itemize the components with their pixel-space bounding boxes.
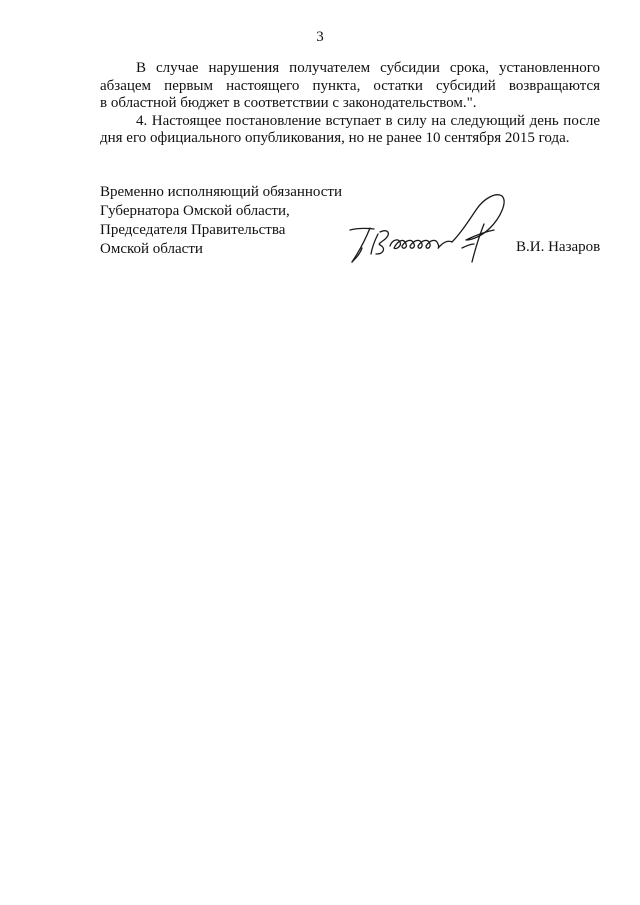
signatory-line: Председателя Правительства (100, 222, 286, 238)
signer-name: В.И. Назаров (516, 239, 601, 255)
paragraph-effective-date (100, 113, 600, 148)
paragraph-line: дня его официального опубликования, но не ранее 10 сентября 2015 года. (100, 130, 570, 146)
signatory-line: Омской области (100, 241, 203, 257)
paragraph-subsidy-return (100, 60, 600, 113)
signatory-line: Губернатора Омской области, (100, 203, 290, 219)
paragraph-line: В случае нарушения получателем субсидии срока, установленного (136, 60, 600, 76)
page-number: 3 (316, 29, 324, 45)
signatory-line: Временно исполняющий обязанности (100, 184, 343, 200)
handwritten-signature (344, 188, 520, 270)
signatory-title (100, 183, 360, 259)
body-text (100, 60, 600, 148)
paragraph-line: 4. Настоящее постановление вступает в силу на следующий день после (136, 112, 600, 129)
paragraph-line: абзацем первым настоящего пункта, остатки субсидий возвращаются (100, 77, 600, 94)
paragraph-line: в областной бюджет в соответствии с законодательством.". (100, 95, 477, 111)
